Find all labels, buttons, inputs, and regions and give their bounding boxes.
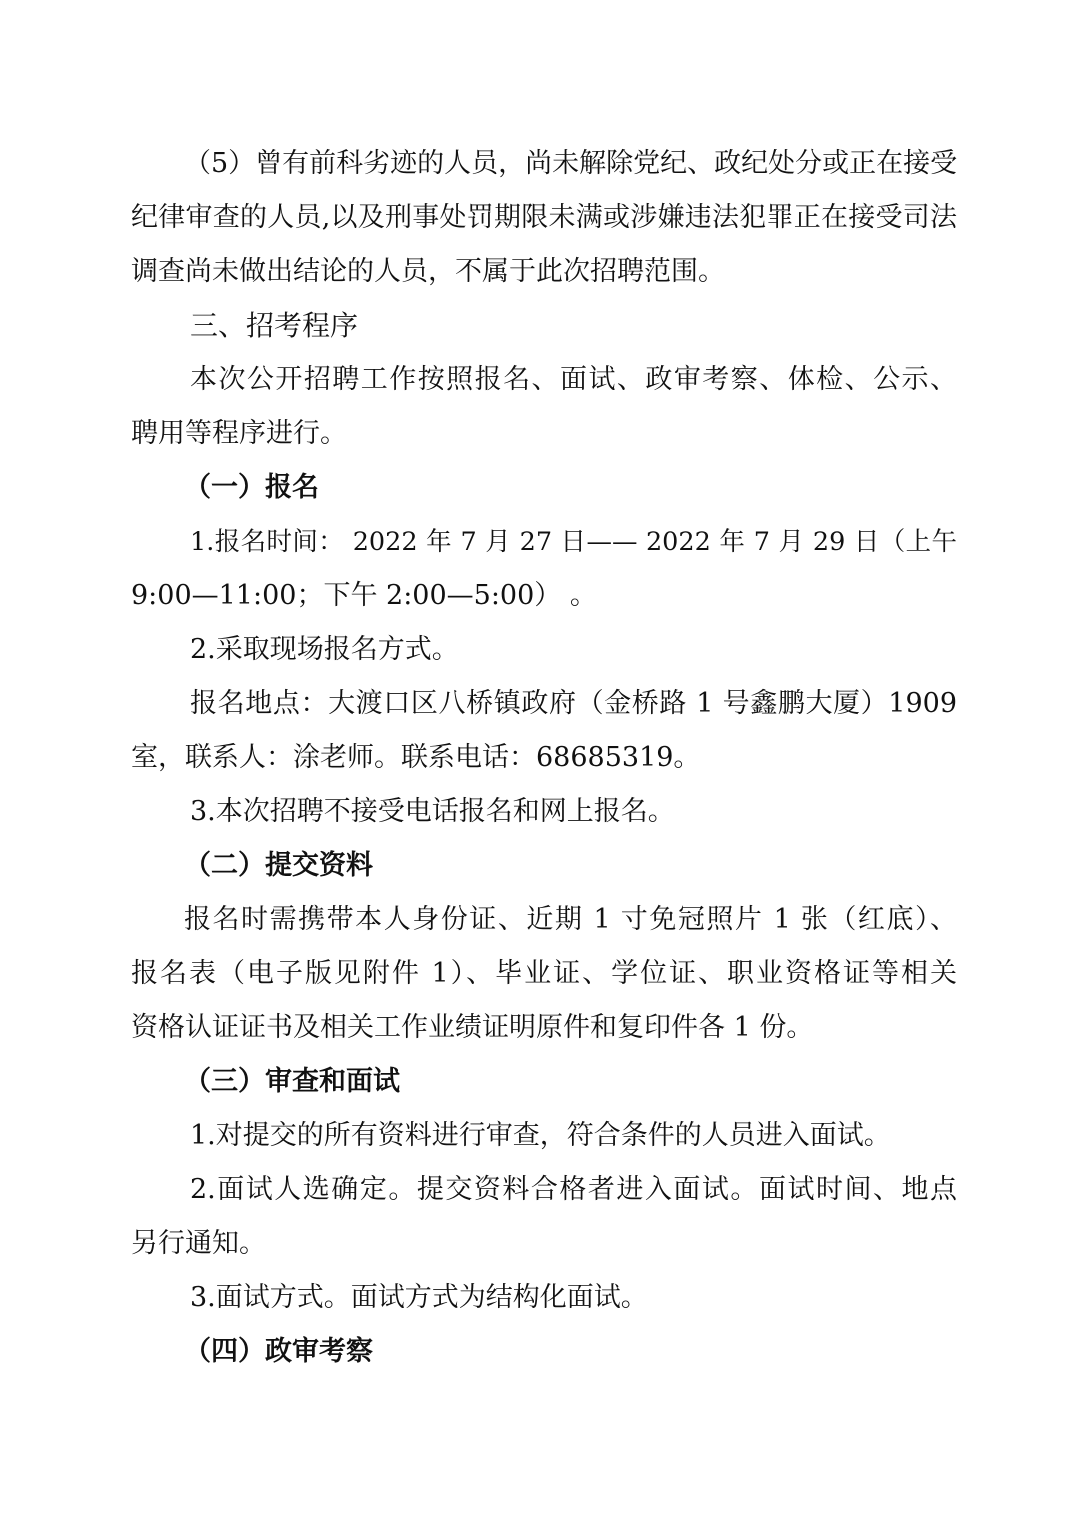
paragraph-line: 室，联系人：涂老师。联系电话：68685319。 bbox=[131, 742, 701, 773]
paragraph-line: 2.采取现场报名方式。 bbox=[190, 634, 459, 665]
subsection-heading: （二）提交资料 bbox=[184, 850, 373, 881]
paragraph-line: 另行通知。 bbox=[131, 1228, 266, 1259]
paragraph-line: 报名地点：大渡口区八桥镇政府（金桥路 1 号鑫鹏大厦）1909 bbox=[190, 688, 957, 719]
paragraph-line: 本次公开招聘工作按照报名、面试、政审考察、体检、公示、 bbox=[190, 364, 957, 395]
paragraph-line: 报名时需携带本人身份证、近期 1 寸免冠照片 1 张（红底）、 bbox=[184, 904, 957, 935]
subsection-heading: （一）报名 bbox=[184, 472, 319, 503]
paragraph-line: 报名表（电子版见附件 1）、毕业证、学位证、职业资格证等相关 bbox=[131, 958, 957, 989]
paragraph-line: 3.面试方式。面试方式为结构化面试。 bbox=[190, 1282, 648, 1313]
paragraph-line: 2.面试人选确定。提交资料合格者进入面试。面试时间、地点 bbox=[190, 1174, 957, 1205]
section-heading: 三、招考程序 bbox=[190, 309, 359, 342]
paragraph-line: （5）曾有前科劣迹的人员，尚未解除党纪、政纪处分或正在接受 bbox=[184, 148, 958, 179]
paragraph-line: 3.本次招聘不接受电话报名和网上报名。 bbox=[190, 796, 675, 827]
subsection-heading: （三）审查和面试 bbox=[184, 1066, 400, 1097]
paragraph-line: 1.报名时间： 2022 年 7 月 27 日—— 2022 年 7 月 29 日（上午 bbox=[190, 527, 957, 557]
paragraph-line: 1.对提交的所有资料进行审查，符合条件的人员进入面试。 bbox=[190, 1120, 891, 1151]
paragraph-line: 调查尚未做出结论的人员，不属于此次招聘范围。 bbox=[131, 256, 725, 287]
paragraph-line: 9:00—11:00；下午 2:00—5:00） 。 bbox=[131, 580, 597, 611]
paragraph-line: 聘用等程序进行。 bbox=[131, 418, 347, 449]
paragraph-line: 纪律审查的人员,以及刑事处罚期限未满或涉嫌违法犯罪正在接受司法 bbox=[131, 202, 957, 233]
paragraph-line: 资格认证证书及相关工作业绩证明原件和复印件各 1 份。 bbox=[131, 1012, 814, 1043]
subsection-heading: （四）政审考察 bbox=[184, 1336, 373, 1367]
